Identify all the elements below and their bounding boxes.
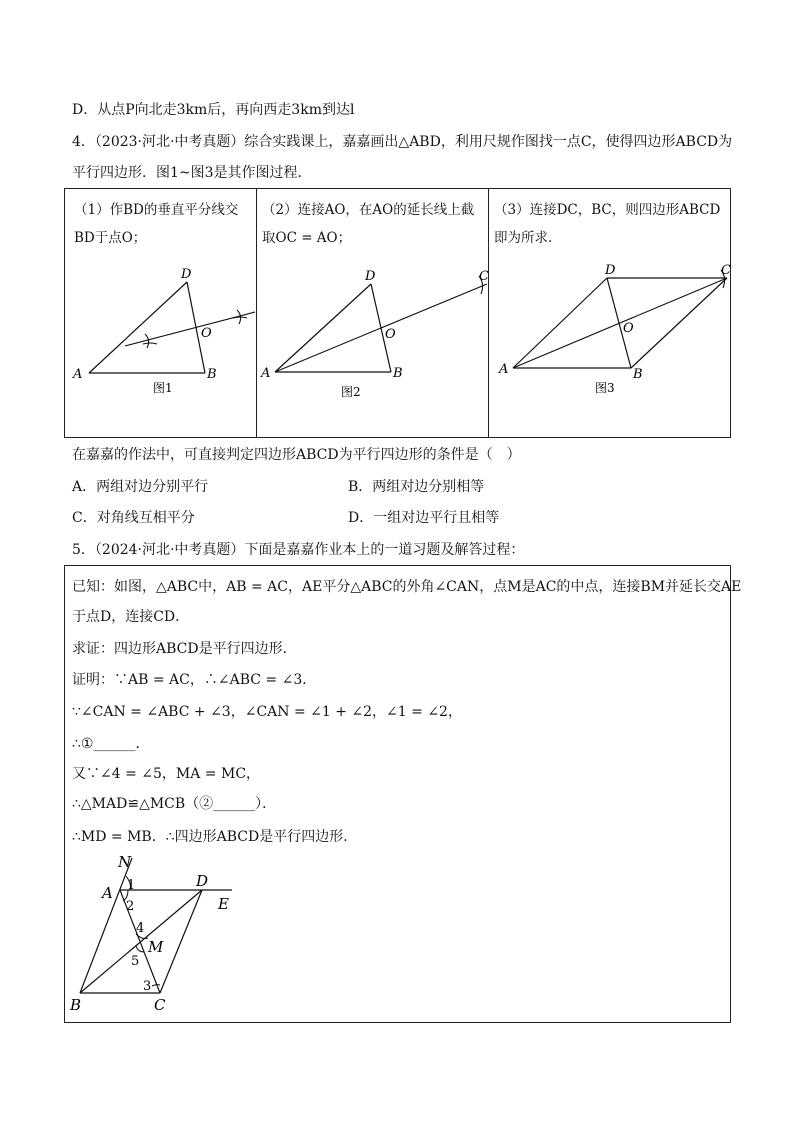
figure-3 xyxy=(489,262,730,402)
fig3-label-a: A xyxy=(499,362,509,377)
q5-line6: ∴①______． xyxy=(72,736,150,752)
fig1-caption: 图1 xyxy=(153,381,173,395)
q3-option-d: D．从点P向北走3km后，再向西走3km到达l xyxy=(72,102,355,118)
fig2-label-c: C xyxy=(479,269,489,284)
q5-label-b: B xyxy=(70,996,82,1014)
step3-text xyxy=(494,196,720,252)
fig2-caption: 图2 xyxy=(341,385,361,399)
q5-line2: 于点D，连接CD． xyxy=(72,609,190,625)
q5-label-5: 5 xyxy=(131,954,140,969)
q5-label-e: E xyxy=(218,895,229,913)
fig1-label-b: B xyxy=(207,367,217,382)
fig1-label-a: A xyxy=(73,367,83,382)
step2-line1: （2）连接AO，在AO的延长线上截 xyxy=(262,202,475,218)
q5-line3: 求证：四边形ABCD是平行四边形． xyxy=(72,641,297,657)
q5-line-ban xyxy=(80,858,135,993)
q5-angle3-arc xyxy=(152,985,160,986)
fig1-label-o: O xyxy=(201,326,212,341)
fig3-side-bc xyxy=(631,278,727,368)
fig2-label-b: B xyxy=(393,366,403,381)
fig3-side-ad xyxy=(513,278,607,368)
q5-diagonal-bd xyxy=(80,890,202,993)
q5-line7: 又∵∠4 = ∠5，MA = MC， xyxy=(72,766,261,782)
q4-option-d[interactable]: D．一组对边平行且相等 xyxy=(348,510,500,526)
fig3-label-d: D xyxy=(605,263,616,278)
fig2-label-o: O xyxy=(385,327,396,342)
q5-label-n: N xyxy=(118,853,132,871)
q5-line1: 已知：如图，△ABC中，AB = AC，AE平分△ABC的外角∠CAN，点M是AC的中点，连接BM并延长交AE xyxy=(72,579,742,595)
fig3-label-c: C xyxy=(721,263,731,278)
step2-text xyxy=(262,196,474,252)
q5-line9: ∴MD = MB．∴四边形ABCD是平行四边形． xyxy=(72,829,358,845)
q5-label-2: 2 xyxy=(126,899,135,914)
step2-line2: 取OC = AO； xyxy=(262,230,352,246)
q5-line8: ∴△MAD≌△MCB（②______）． xyxy=(72,796,277,812)
step3-line1: （3）连接DC，BC，则四边形ABCD xyxy=(494,202,721,218)
q4-question: 在嘉嘉的作法中，可直接判定四边形ABCD为平行四边形的条件是（ ） xyxy=(72,447,521,463)
q4-option-c[interactable]: C．对角线互相平分 xyxy=(72,510,195,526)
q4-option-a[interactable]: A．两组对边分别平行 xyxy=(72,479,209,495)
step1-line2: BD于点O； xyxy=(74,230,147,246)
step1-text xyxy=(74,196,238,252)
fig3-diagonal-ac xyxy=(513,278,727,368)
fig1-side-ad xyxy=(89,282,187,373)
q4-stem-line1: 4．（2023·河北·中考真题）综合实践课上，嘉嘉画出△ABD，利用尺规作图找一点C，使得四边形ABCD为 xyxy=(72,134,733,150)
fig1-label-d: D xyxy=(181,267,192,282)
q5-side-cd xyxy=(160,890,202,993)
fig3-label-o: O xyxy=(623,321,634,336)
q5-label-3: 3 xyxy=(143,979,152,994)
figure-1 xyxy=(65,260,255,400)
q5-figure xyxy=(66,852,246,1017)
fig1-arc-right-2 xyxy=(233,317,247,318)
fig2-label-a: A xyxy=(261,366,271,381)
q4-option-b[interactable]: B．两组对边分别相等 xyxy=(348,479,485,495)
q5-label-d: D xyxy=(196,872,209,890)
fig2-side-ad xyxy=(275,284,371,372)
q5-label-m: M xyxy=(148,938,164,956)
q5-line5: ∵∠CAN = ∠ABC + ∠3，∠CAN = ∠1 + ∠2，∠1 = ∠2， xyxy=(72,704,462,720)
figure-2 xyxy=(257,262,487,402)
fig2-label-d: D xyxy=(365,269,376,284)
q5-line4: 证明：∵AB = AC，∴∠ABC = ∠3． xyxy=(72,672,317,688)
q4-stem-line2: 平行四边形．图1~图3是其作图过程． xyxy=(72,165,312,181)
fig1-arc-left-2 xyxy=(143,343,157,344)
q5-stem: 5．（2024·河北·中考真题）下面是嘉嘉作业本上的一道习题及解答过程： xyxy=(72,542,525,558)
q5-label-a: A xyxy=(102,884,113,902)
step3-line2: 即为所求． xyxy=(494,230,562,246)
fig2-ray-ao xyxy=(275,284,487,372)
q5-label-4: 4 xyxy=(136,921,145,936)
step1-line1: （1）作BD的垂直平分线交 xyxy=(74,202,239,218)
fig3-caption: 图3 xyxy=(595,381,615,395)
q5-label-1: 1 xyxy=(127,878,136,893)
q5-label-c: C xyxy=(154,996,166,1014)
fig3-label-b: B xyxy=(633,367,643,382)
